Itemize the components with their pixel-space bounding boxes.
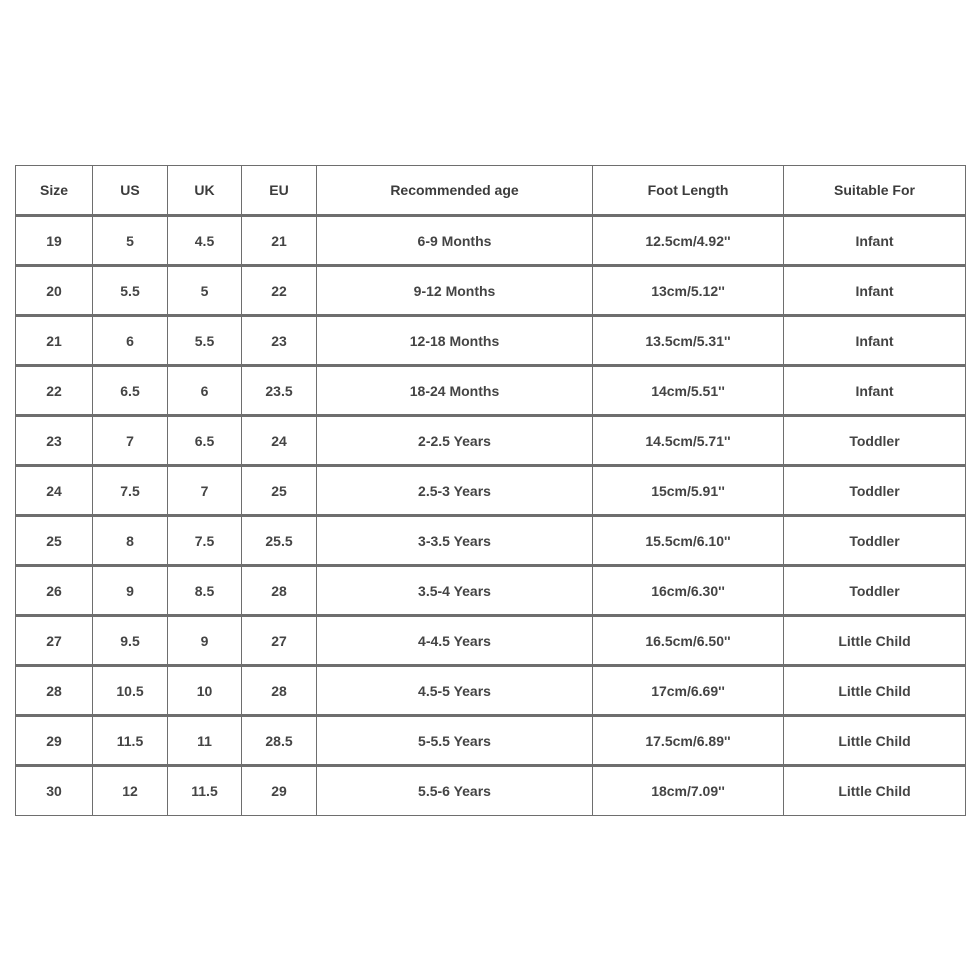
age-cell: 4-4.5 Years	[317, 616, 593, 666]
foot-length-cell: 14.5cm/5.71''	[593, 416, 784, 466]
uk-cell: 10	[168, 666, 242, 716]
age-cell: 5-5.5 Years	[317, 716, 593, 766]
header-eu: EU	[242, 166, 317, 216]
header-row	[16, 166, 966, 216]
age-cell: 6-9 Months	[317, 216, 593, 266]
foot-length-cell: 16.5cm/6.50''	[593, 616, 784, 666]
size-cell: 20	[16, 266, 93, 316]
eu-cell: 22	[242, 266, 317, 316]
size-cell: 19	[16, 216, 93, 266]
age-cell: 3-3.5 Years	[317, 516, 593, 566]
us-cell: 6	[93, 316, 168, 366]
us-cell: 5.5	[93, 266, 168, 316]
header-recommended-age: Recommended age	[317, 166, 593, 216]
header-us: US	[93, 166, 168, 216]
age-cell: 18-24 Months	[317, 366, 593, 416]
foot-length-cell: 14cm/5.51''	[593, 366, 784, 416]
table-row	[16, 666, 966, 716]
eu-cell: 29	[242, 766, 317, 816]
size-cell: 27	[16, 616, 93, 666]
uk-cell: 8.5	[168, 566, 242, 616]
eu-cell: 28	[242, 666, 317, 716]
suitable-for-cell: Little Child	[784, 766, 966, 816]
eu-cell: 28.5	[242, 716, 317, 766]
age-cell: 2-2.5 Years	[317, 416, 593, 466]
uk-cell: 7	[168, 466, 242, 516]
us-cell: 7.5	[93, 466, 168, 516]
header-foot-length: Foot Length	[593, 166, 784, 216]
eu-cell: 25	[242, 466, 317, 516]
eu-cell: 23.5	[242, 366, 317, 416]
age-cell: 2.5-3 Years	[317, 466, 593, 516]
size-cell: 22	[16, 366, 93, 416]
table-row	[16, 566, 966, 616]
eu-cell: 27	[242, 616, 317, 666]
suitable-for-cell: Toddler	[784, 516, 966, 566]
us-cell: 11.5	[93, 716, 168, 766]
age-cell: 3.5-4 Years	[317, 566, 593, 616]
uk-cell: 4.5	[168, 216, 242, 266]
suitable-for-cell: Toddler	[784, 466, 966, 516]
header-size: Size	[16, 166, 93, 216]
eu-cell: 24	[242, 416, 317, 466]
table-body	[16, 216, 966, 816]
foot-length-cell: 18cm/7.09''	[593, 766, 784, 816]
header-uk: UK	[168, 166, 242, 216]
us-cell: 10.5	[93, 666, 168, 716]
uk-cell: 11	[168, 716, 242, 766]
table-header	[16, 166, 966, 216]
size-cell: 26	[16, 566, 93, 616]
uk-cell: 5	[168, 266, 242, 316]
foot-length-cell: 15cm/5.91''	[593, 466, 784, 516]
suitable-for-cell: Little Child	[784, 666, 966, 716]
eu-cell: 25.5	[242, 516, 317, 566]
uk-cell: 5.5	[168, 316, 242, 366]
size-cell: 28	[16, 666, 93, 716]
uk-cell: 7.5	[168, 516, 242, 566]
header-suitable-for: Suitable For	[784, 166, 966, 216]
size-cell: 23	[16, 416, 93, 466]
us-cell: 8	[93, 516, 168, 566]
table-row	[16, 466, 966, 516]
table-row	[16, 716, 966, 766]
size-cell: 24	[16, 466, 93, 516]
table-row	[16, 616, 966, 666]
foot-length-cell: 13cm/5.12''	[593, 266, 784, 316]
size-cell: 30	[16, 766, 93, 816]
us-cell: 9.5	[93, 616, 168, 666]
foot-length-cell: 15.5cm/6.10''	[593, 516, 784, 566]
uk-cell: 9	[168, 616, 242, 666]
suitable-for-cell: Little Child	[784, 716, 966, 766]
size-cell: 29	[16, 716, 93, 766]
uk-cell: 11.5	[168, 766, 242, 816]
eu-cell: 28	[242, 566, 317, 616]
suitable-for-cell: Toddler	[784, 566, 966, 616]
us-cell: 5	[93, 216, 168, 266]
size-cell: 21	[16, 316, 93, 366]
us-cell: 9	[93, 566, 168, 616]
eu-cell: 21	[242, 216, 317, 266]
size-cell: 25	[16, 516, 93, 566]
suitable-for-cell: Infant	[784, 366, 966, 416]
suitable-for-cell: Infant	[784, 316, 966, 366]
uk-cell: 6	[168, 366, 242, 416]
suitable-for-cell: Toddler	[784, 416, 966, 466]
foot-length-cell: 17cm/6.69''	[593, 666, 784, 716]
suitable-for-cell: Infant	[784, 216, 966, 266]
table-row	[16, 766, 966, 816]
age-cell: 9-12 Months	[317, 266, 593, 316]
us-cell: 7	[93, 416, 168, 466]
table-row	[16, 316, 966, 366]
foot-length-cell: 17.5cm/6.89''	[593, 716, 784, 766]
age-cell: 5.5-6 Years	[317, 766, 593, 816]
age-cell: 12-18 Months	[317, 316, 593, 366]
table-row	[16, 516, 966, 566]
table-row	[16, 416, 966, 466]
suitable-for-cell: Little Child	[784, 616, 966, 666]
us-cell: 12	[93, 766, 168, 816]
foot-length-cell: 16cm/6.30''	[593, 566, 784, 616]
table-row	[16, 366, 966, 416]
size-chart-table	[15, 165, 966, 816]
foot-length-cell: 12.5cm/4.92''	[593, 216, 784, 266]
uk-cell: 6.5	[168, 416, 242, 466]
foot-length-cell: 13.5cm/5.31''	[593, 316, 784, 366]
age-cell: 4.5-5 Years	[317, 666, 593, 716]
eu-cell: 23	[242, 316, 317, 366]
table-row	[16, 266, 966, 316]
suitable-for-cell: Infant	[784, 266, 966, 316]
us-cell: 6.5	[93, 366, 168, 416]
table-row	[16, 216, 966, 266]
